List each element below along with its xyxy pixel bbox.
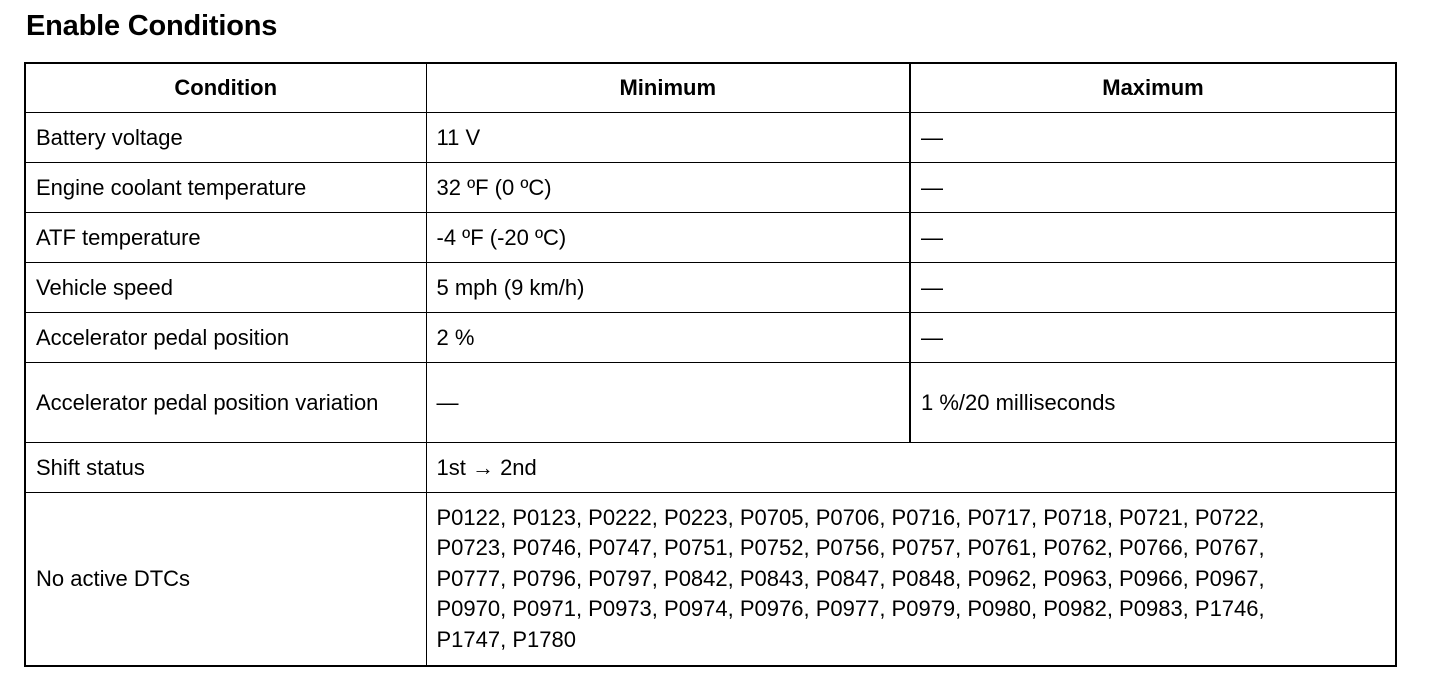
minimum-cell: 5 mph (9 km/h): [426, 263, 910, 313]
table-row: [25, 263, 1396, 313]
table-row: [25, 213, 1396, 263]
dtc-line: P0122, P0123, P0222, P0223, P0705, P0706, P0716, P0717, P0718, P0721, P0722,: [436, 504, 1265, 530]
dtc-line: P0970, P0971, P0973, P0974, P0976, P0977, P0979, P0980, P0982, P0983, P1746,: [436, 596, 1265, 622]
condition-cell: Accelerator pedal position: [25, 313, 426, 363]
maximum-cell: 1 %/20 milliseconds: [910, 363, 1396, 443]
dtc-line: P0777, P0796, P0797, P0842, P0843, P0847, P0848, P0962, P0963, P0966, P0967,: [436, 565, 1265, 591]
shift-status-value: 1st → 2nd: [426, 443, 1396, 493]
dtc-list: [426, 493, 1396, 667]
minimum-cell: -4 ºF (-20 ºC): [426, 213, 910, 263]
maximum-cell: —: [910, 263, 1396, 313]
condition-cell: Vehicle speed: [25, 263, 426, 313]
dtc-line: P0723, P0746, P0747, P0751, P0752, P0756, P0757, P0761, P0762, P0766, P0767,: [436, 535, 1265, 561]
maximum-cell: —: [910, 113, 1396, 163]
condition-cell: Shift status: [25, 443, 426, 493]
condition-cell: Accelerator pedal position variation: [25, 363, 426, 443]
maximum-cell: —: [910, 163, 1396, 213]
table-row-dtc: [25, 493, 1396, 667]
condition-cell: Engine coolant temperature: [25, 163, 426, 213]
maximum-cell: —: [910, 213, 1396, 263]
table-row: [25, 313, 1396, 363]
table-header-row: [25, 63, 1396, 113]
condition-cell: No active DTCs: [25, 493, 426, 667]
minimum-cell: 2 %: [426, 313, 910, 363]
table-row: [25, 363, 1396, 443]
header-minimum: Minimum: [426, 63, 910, 113]
enable-conditions-table: [24, 62, 1397, 667]
table-row: [25, 163, 1396, 213]
minimum-cell: 11 V: [426, 113, 910, 163]
condition-cell: ATF temperature: [25, 213, 426, 263]
condition-cell: Battery voltage: [25, 113, 426, 163]
minimum-cell: —: [426, 363, 910, 443]
header-condition: Condition: [25, 63, 426, 113]
table-row: [25, 113, 1396, 163]
minimum-cell: 32 ºF (0 ºC): [426, 163, 910, 213]
header-maximum: Maximum: [910, 63, 1396, 113]
page-title: Enable Conditions: [26, 10, 278, 42]
table-row-shift-status: [25, 443, 1396, 493]
dtc-line: P1747, P1780: [436, 626, 576, 652]
maximum-cell: —: [910, 313, 1396, 363]
